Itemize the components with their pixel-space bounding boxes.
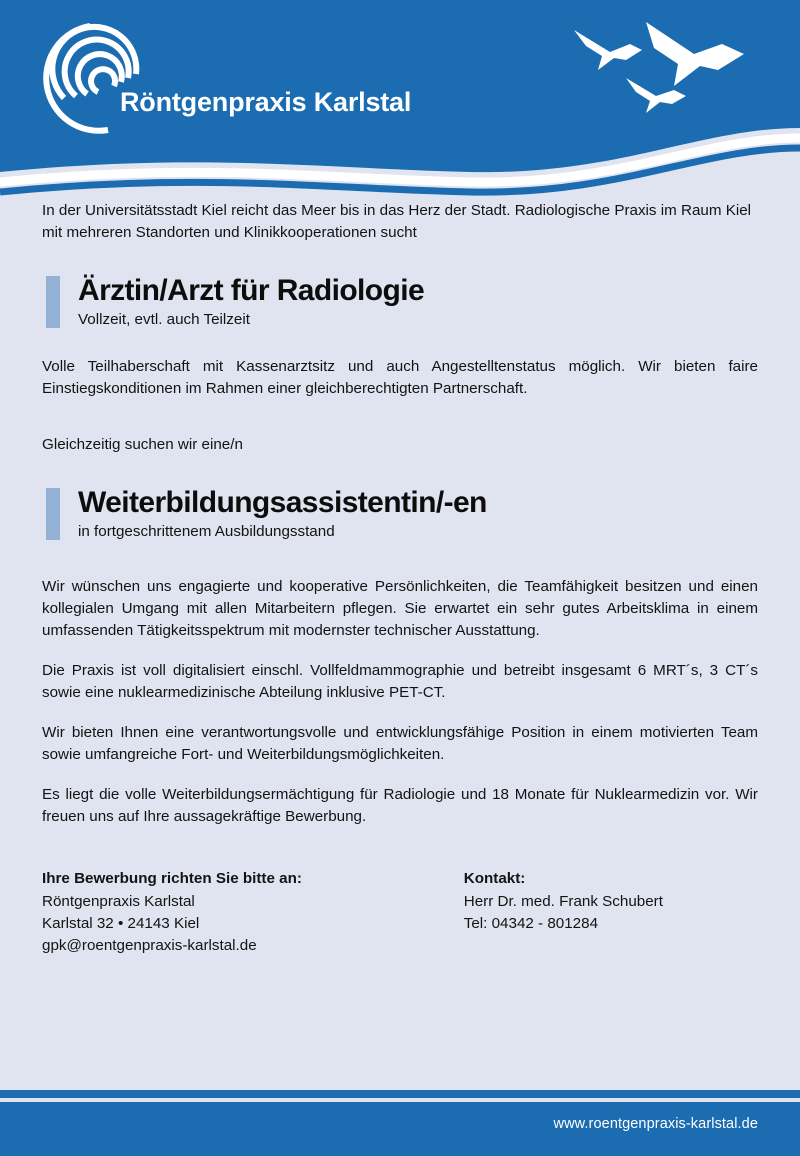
contact-heading: Kontakt: — [463, 870, 526, 887]
body-paragraph: Wir wünschen uns engagierte und kooperative Persönlichkeiten, die Teamfähigkeit besitzen und einen kollegialen Umgang mit allen Mitarbeitern pflegen. Sie erwartet ein sehr gutes Arbeitsklima in einem umfassenden Tätigkeitsspektrum mit modernster technischer Ausstattung. — [42, 578, 758, 639]
job-listing-radiologist — [42, 274, 758, 330]
brand-logo — [42, 12, 462, 142]
accent-bar-icon — [46, 276, 60, 328]
spacer — [42, 766, 758, 784]
application-line: Karlstal 32 • 24143 Kiel — [42, 915, 200, 932]
footer-website-url[interactable]: www.roentgenpraxis-karlstal.de — [553, 1116, 758, 1132]
job-subtitle-secondary: in fortgeschrittenem Ausbildungsstand — [78, 523, 335, 540]
accent-bar-icon — [46, 488, 60, 540]
radiating-arcs-icon — [42, 12, 170, 140]
contact-section — [42, 868, 758, 957]
three-seagulls-icon — [568, 8, 778, 120]
bridge-paragraph: Gleichzeitig suchen wir eine/n — [42, 436, 243, 453]
body-paragraph: Die Praxis ist voll digitalisiert einschl. Vollfeldmammographie und betreibt insgesamt 6 MRT´s, 3 CT´s sowie eine nuklearmedizinische Abteilung inklusive PET-CT. — [42, 662, 758, 701]
job-listing-trainee — [42, 486, 758, 542]
advert-body — [0, 200, 800, 957]
application-heading: Ihre Bewerbung richten Sie bitte an: — [42, 870, 302, 887]
intro-paragraph: In der Universitätsstadt Kiel reicht das Meer bis in das Herz der Stadt. Radiologische Praxis im Raum Kiel mit mehreren Standorten und Klinikkooperationen sucht — [42, 202, 752, 241]
spacer — [42, 642, 758, 660]
spacer — [42, 704, 758, 722]
contact-phone[interactable]: Tel: 04342 - 801284 — [463, 915, 599, 932]
spacer — [42, 400, 758, 434]
application-line: Röntgenpraxis Karlstal — [42, 893, 195, 910]
job-title-primary: Ärztin/Arzt für Radiologie — [78, 274, 425, 307]
spacer — [42, 330, 758, 356]
contact-person: Herr Dr. med. Frank Schubert — [463, 893, 663, 910]
page-header — [0, 0, 800, 200]
spacer — [42, 542, 758, 576]
partnership-paragraph: Volle Teilhaberschaft mit Kassenarztsitz und auch Angestelltenstatus möglich. Wir bieten faire Einstiegskonditionen im Rahmen einer gleichberechtigten Partnerschaft. — [42, 358, 758, 397]
footer-accent-stripe — [0, 1090, 800, 1098]
contact-column — [464, 868, 758, 957]
body-paragraph: Wir bieten Ihnen eine verantwortungsvolle und entwicklungsfähige Position in einem motivierten Team sowie umfangreiche Fort- und Weiterbildungsmöglichkeiten. — [42, 724, 758, 763]
brand-name: Röntgenpraxis Karlstal — [120, 87, 412, 117]
body-paragraph: Es liegt die volle Weiterbildungsermächtigung für Radiologie und 18 Monate für Nuklearmedizin vor. Wir freuen uns auf Ihre aussagekräftige Bewerbung. — [42, 786, 758, 825]
job-subtitle-primary: Vollzeit, evtl. auch Teilzeit — [78, 311, 250, 328]
application-column — [42, 868, 464, 957]
job-title-secondary: Weiterbildungsassistentin/-en — [78, 486, 487, 519]
application-email[interactable]: gpk@roentgenpraxis-karlstal.de — [42, 937, 257, 954]
